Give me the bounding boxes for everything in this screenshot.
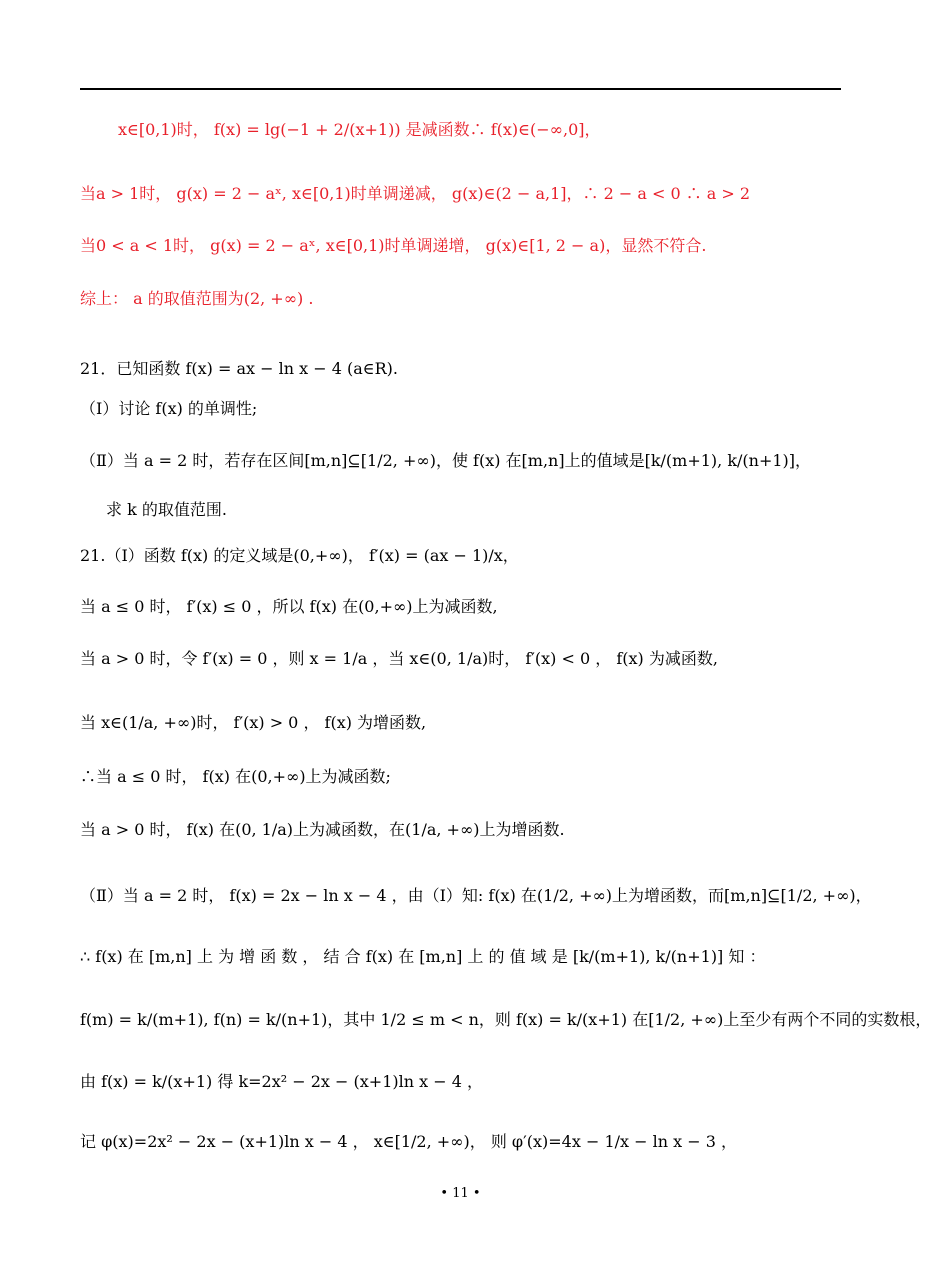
solution-line-4: 当 x∈(1/a, +∞)时， f′(x) > 0 ， f(x) 为增函数,: [80, 713, 427, 732]
solution-line-1: 21.（Ⅰ）函数 f(x) 的定义域是(0,+∞)， f′(x) = (ax − 1)/x，: [80, 546, 519, 565]
text-line-4: 综上： a 的取值范围为(2, +∞) .: [80, 289, 314, 308]
problem-21-part-2: （Ⅱ）当 a = 2 时，若存在区间[m,n]⊆[1/2, +∞)，使 f(x) 在[m,n]上的值域是[k/(m+1), k/(n+1)]，: [80, 451, 812, 470]
problem-21-statement: 21．已知函数 f(x) = ax − ln x − 4 (a∈R).: [80, 359, 398, 378]
solution-line-10: 由 f(x) = k/(x+1) 得 k=2x² − 2x − (x+1)ln x − 4 ，: [80, 1072, 483, 1091]
top-rule: [80, 88, 841, 90]
solution-line-5: ∴当 a ≤ 0 时， f(x) 在(0,+∞)上为减函数;: [80, 767, 391, 786]
text-line-3: 当0 < a < 1时， g(x) = 2 − aˣ, x∈[0,1)时单调递增， g(x)∈[1, 2 − a)，显然不符合.: [80, 236, 707, 255]
text-line-2: 当a > 1时， g(x) = 2 − aˣ, x∈[0,1)时单调递减， g(x)∈(2 − a,1]，∴ 2 − a < 0 ∴ a > 2: [80, 184, 751, 203]
solution-line-11: 记 φ(x)=2x² − 2x − (x+1)ln x − 4 ， x∈[1/2, +∞)， 则 φ′(x)=4x − 1/x − ln x − 3 ，: [80, 1132, 737, 1151]
problem-21-part-1: （Ⅰ）讨论 f(x) 的单调性;: [80, 399, 258, 418]
problem-21-part-2-cont: 求 k 的取值范围.: [106, 500, 227, 519]
solution-line-2: 当 a ≤ 0 时， f′(x) ≤ 0 ，所以 f(x) 在(0,+∞)上为减函数,: [80, 597, 498, 616]
solution-line-6: 当 a > 0 时， f(x) 在(0, 1/a)上为减函数，在(1/a, +∞)上为增函数.: [80, 820, 565, 839]
solution-line-9: f(m) = k/(m+1), f(n) = k/(n+1)，其中 1/2 ≤ m < n，则 f(x) = k/(x+1) 在[1/2, +∞)上至少有两个不同的实数根，: [80, 1010, 931, 1029]
solution-line-7: （Ⅱ）当 a = 2 时， f(x) = 2x − ln x − 4 ，由（Ⅰ）知: f(x) 在(1/2, +∞)上为增函数，而[m,n]⊆[1/2, +∞)，: [80, 886, 872, 905]
solution-line-8: ∴ f(x) 在 [m,n] 上 为 增 函 数 ， 结 合 f(x) 在 [m,n] 上 的 值 域 是 [k/(m+1), k/(n+1)] 知 ：: [80, 947, 766, 966]
text-line-1: x∈[0,1)时， f(x) = lg(−1 + 2/(x+1)) 是减函数∴ f(x)∈(−∞,0]，: [118, 120, 601, 139]
solution-line-3: 当 a > 0 时，令 f′(x) = 0 ，则 x = 1/a ，当 x∈(0, 1/a)时， f′(x) < 0 ， f(x) 为减函数,: [80, 649, 718, 668]
page-number: • 11 •: [440, 1186, 481, 1201]
